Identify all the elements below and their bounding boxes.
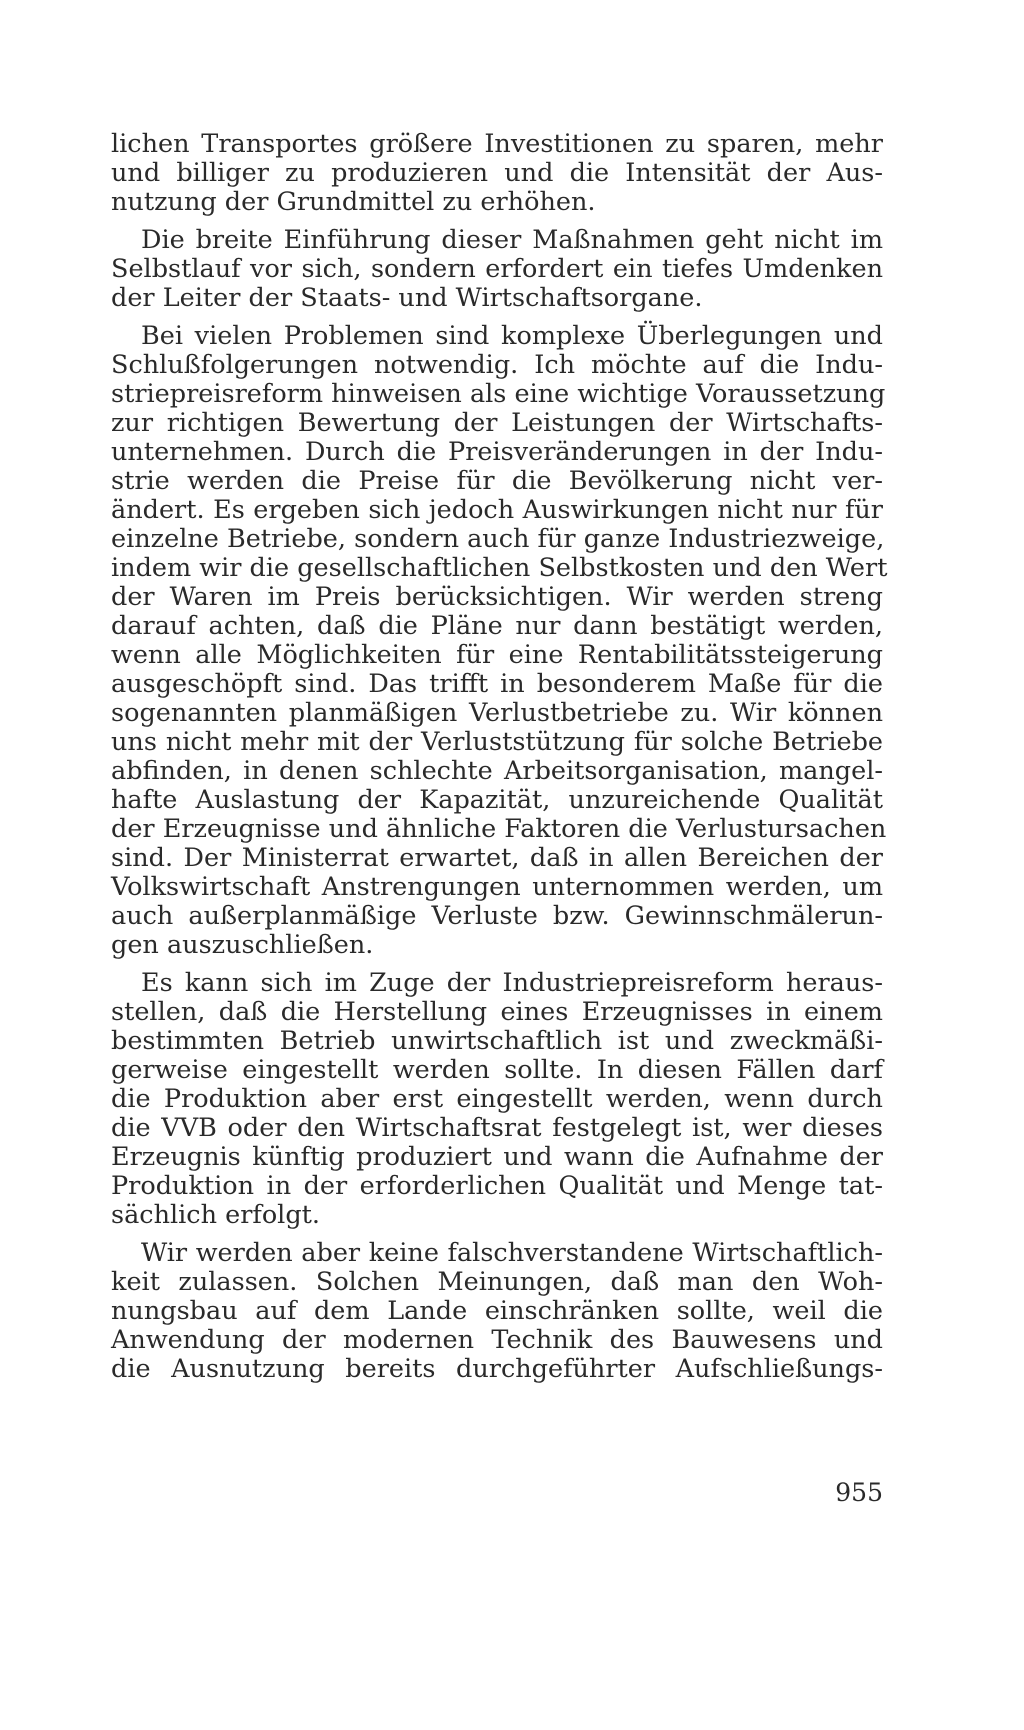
paragraph	[111, 1239, 883, 1384]
text-line: nutzung der Grundmittel zu erhöhen.	[111, 187, 596, 217]
paragraph	[111, 226, 883, 313]
text-line: sächlich erfolgt.	[111, 1200, 321, 1230]
text-line: lichen Transportes größere Investitionen zu sparen, mehr	[111, 129, 883, 159]
text-line: die Produktion aber erst eingestellt werden, wenn durch	[111, 1084, 883, 1114]
page-number: 955	[835, 1478, 883, 1507]
text-line: Es kann sich im Zuge der Industriepreisreform heraus-	[141, 968, 883, 998]
text-line: striepreisreform hinweisen als eine wichtige Voraussetzung	[111, 379, 886, 409]
paragraph	[111, 321, 888, 960]
text-line: der Leiter der Staats- und Wirtschaftsorgane.	[111, 283, 703, 313]
text-line: Volkswirtschaft Anstrengungen unternommen werden, um	[111, 872, 883, 902]
text-line: stellen, daß die Herstellung eines Erzeugnisses in einem	[111, 997, 883, 1027]
text-line: wenn alle Möglichkeiten für eine Rentabilitätssteigerung	[111, 640, 883, 670]
text-line: strie werden die Preise für die Bevölkerung nicht ver-	[111, 466, 883, 496]
text-line: sogenannten planmäßigen Verlustbetriebe zu. Wir können	[111, 698, 883, 728]
paragraph	[111, 130, 883, 217]
text-line: ändert. Es ergeben sich jedoch Auswirkungen nicht nur für	[111, 495, 883, 525]
text-line: unternehmen. Durch die Preisveränderungen in der Indu-	[111, 437, 883, 467]
text-line: Schlußfolgerungen notwendig. Ich möchte auf die Indu-	[111, 350, 883, 380]
text-line: und billiger zu produzieren und die Intensität der Aus-	[111, 158, 883, 188]
text-line: Selbstlauf vor sich, sondern erfordert ein tiefes Umdenken	[111, 254, 883, 284]
text-line: bestimmten Betrieb unwirtschaftlich ist und zweckmäßi-	[111, 1026, 883, 1056]
text-line: indem wir die gesellschaftlichen Selbstkosten und den Wert	[111, 553, 888, 583]
text-line: hafte Auslastung der Kapazität, unzureichende Qualität	[111, 785, 883, 815]
text-line: abfinden, in denen schlechte Arbeitsorganisation, mangel-	[111, 756, 883, 786]
text-line: der Erzeugnisse und ähnliche Faktoren die Verlustursachen	[111, 814, 887, 844]
text-line: sind. Der Ministerrat erwartet, daß in allen Bereichen der	[111, 843, 883, 873]
text-line: der Waren im Preis berücksichtigen. Wir werden streng	[111, 582, 883, 612]
text-line: nungsbau auf dem Lande einschränken sollte, weil die	[111, 1296, 883, 1326]
text-line: Anwendung der modernen Technik des Bauwesens und	[111, 1325, 883, 1355]
text-line: einzelne Betriebe, sondern auch für ganze Industriezweige,	[111, 524, 885, 554]
text-line: Produktion in der erforderlichen Qualität und Menge tat-	[111, 1171, 883, 1201]
text-line: Wir werden aber keine falschverstandene Wirtschaftlich-	[141, 1238, 883, 1268]
paragraph	[111, 969, 883, 1230]
text-line: gen auszuschließen.	[111, 930, 374, 960]
body-text	[111, 129, 888, 1384]
text-line: die VVB oder den Wirtschaftsrat festgelegt ist, wer dieses	[111, 1113, 883, 1143]
text-line: zur richtigen Bewertung der Leistungen der Wirtschafts-	[111, 408, 883, 438]
text-line: keit zulassen. Solchen Meinungen, daß man den Woh-	[111, 1267, 883, 1297]
text-line: Erzeugnis künftig produziert und wann die Aufnahme der	[111, 1142, 883, 1172]
text-line: darauf achten, daß die Pläne nur dann bestätigt werden,	[111, 611, 883, 641]
text-line: gerweise eingestellt werden sollte. In diesen Fällen darf	[111, 1055, 883, 1085]
text-line: auch außerplanmäßige Verluste bzw. Gewinnschmälerun-	[111, 901, 883, 931]
text-line: Die breite Einführung dieser Maßnahmen geht nicht im	[141, 225, 883, 255]
text-line: uns nicht mehr mit der Verluststützung für solche Betriebe	[111, 727, 883, 757]
text-line: die Ausnutzung bereits durchgeführter Aufschließungs-	[111, 1354, 883, 1384]
text-line: Bei vielen Problemen sind komplexe Überlegungen und	[141, 321, 883, 351]
text-line: ausgeschöpft sind. Das trifft in besonderem Maße für die	[111, 669, 883, 699]
